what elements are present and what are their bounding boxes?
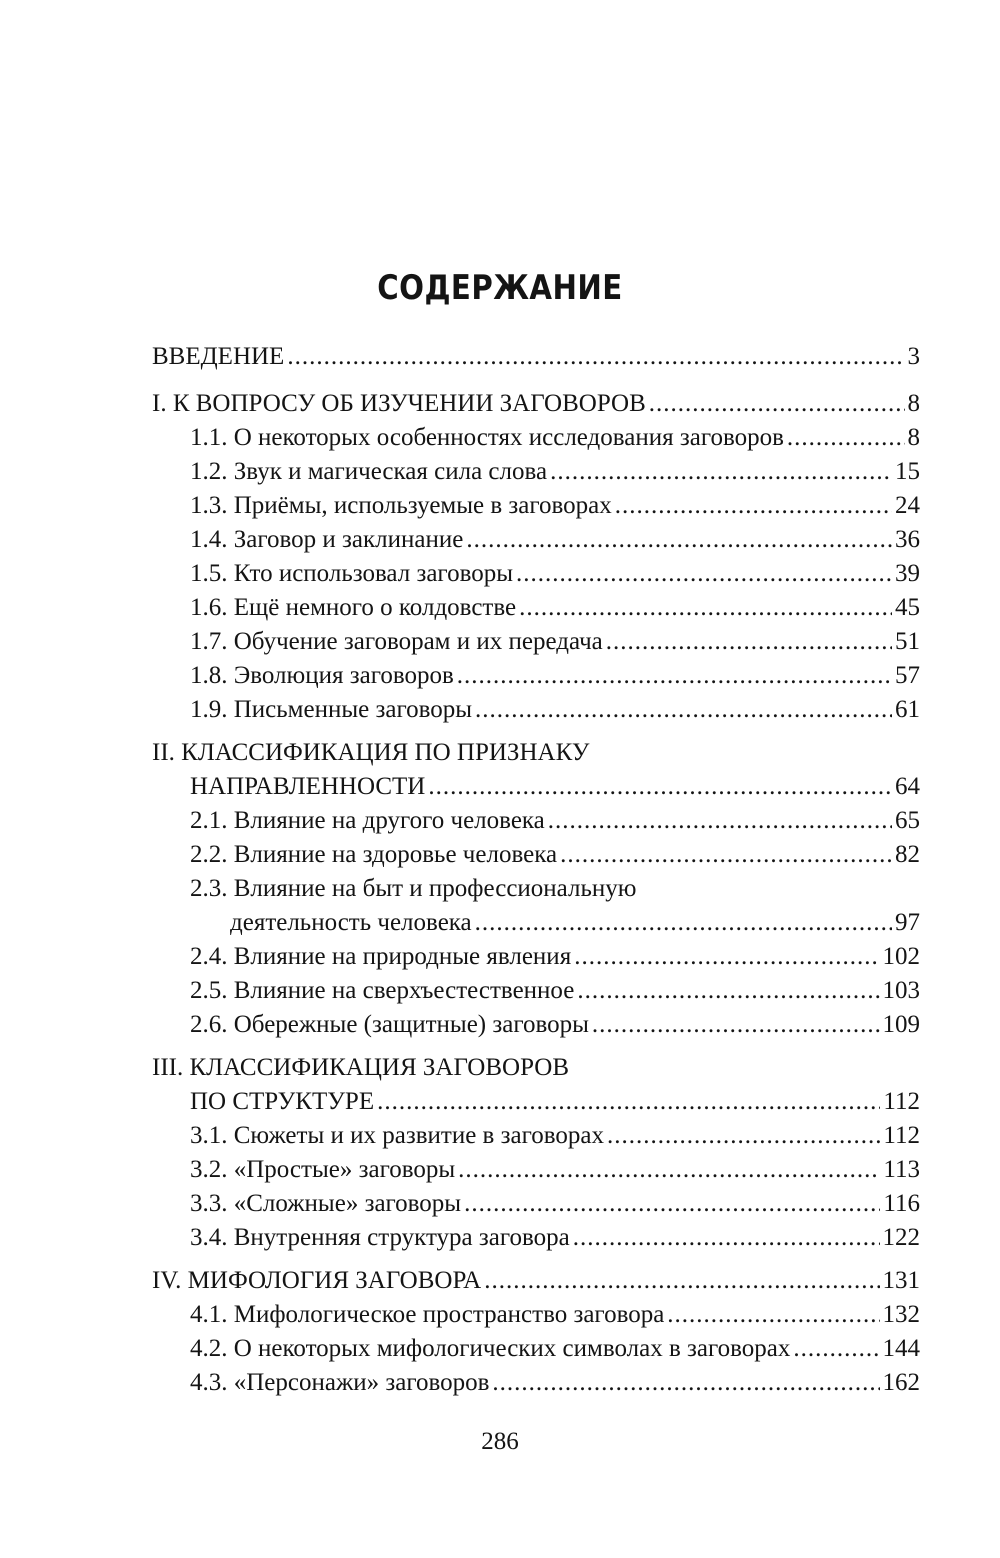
toc-entry-introduction <box>152 340 920 374</box>
leader-dots <box>287 340 904 374</box>
toc-section <box>190 557 920 591</box>
toc-entry-page: 97 <box>895 909 920 936</box>
toc-entry-page: 131 <box>882 1267 920 1294</box>
toc-section-title <box>190 872 920 906</box>
toc-chapter-2-title <box>152 736 920 770</box>
toc-entry-title: III. КЛАССИФИКАЦИЯ ЗАГОВОРОВ <box>152 1054 570 1081</box>
toc-entry-title: 1.9. Письменные заговоры <box>190 696 473 723</box>
toc-entry-title: 1.5. Кто использовал заговоры <box>190 560 513 587</box>
toc-chapter-3-title <box>152 1051 920 1085</box>
toc-entry-page: 15 <box>895 458 920 485</box>
toc-section <box>190 1332 920 1366</box>
toc-entry-page: 36 <box>895 526 920 553</box>
toc-section <box>190 455 920 489</box>
toc-entry-page: 57 <box>895 662 920 689</box>
toc-entry-title: 2.5. Влияние на сверхъестественное <box>190 977 575 1004</box>
toc-entry-page: 61 <box>895 696 920 723</box>
toc-entry-title: 2.3. Влияние на быт и профессиональную <box>190 875 637 902</box>
page-number: 286 <box>481 1428 519 1455</box>
toc-entry-title: 3.4. Внутренняя структура заговора <box>190 1224 570 1251</box>
leader-dots <box>457 659 892 693</box>
leader-dots <box>577 974 879 1008</box>
toc-entry-title: 2.4. Влияние на природные явления <box>190 943 572 970</box>
leader-dots <box>573 1221 880 1255</box>
toc-entry-title: 3.1. Сюжеты и их развитие в заговорах <box>190 1122 604 1149</box>
toc-entry-page: 8 <box>907 390 920 417</box>
toc-section <box>190 659 920 693</box>
toc-entry-title: 2.1. Влияние на другого человека <box>190 807 545 834</box>
toc-section <box>190 1221 920 1255</box>
toc-entry-title: 1.8. Эволюция заговоров <box>190 662 454 689</box>
toc-entry-title: ПО СТРУКТУРЕ <box>190 1088 375 1115</box>
toc-entry-page: 112 <box>883 1122 920 1149</box>
toc-entry-page: 45 <box>895 594 920 621</box>
leader-dots <box>464 1187 880 1221</box>
toc-section <box>190 940 920 974</box>
toc-entry-title: 4.1. Мифологическое пространство заговора <box>190 1301 665 1328</box>
toc-entry-page: 8 <box>907 424 920 451</box>
toc-section <box>190 693 920 727</box>
leader-dots <box>516 557 892 591</box>
toc-section <box>190 1298 920 1332</box>
leader-dots <box>793 1332 879 1366</box>
toc-entry-title: ВВЕДЕНИЕ <box>152 343 285 370</box>
toc-entry-title: 2.2. Влияние на здоровье человека <box>190 841 558 868</box>
toc-section <box>190 625 920 659</box>
toc-entry-page: 82 <box>895 841 920 868</box>
toc-entry-title: 1.6. Ещё немного о колдовстве <box>190 594 517 621</box>
toc-entry-page: 132 <box>882 1301 920 1328</box>
toc-entry-page: 103 <box>882 977 920 1004</box>
toc-entry-page: 116 <box>883 1190 920 1217</box>
leader-dots <box>377 1085 880 1119</box>
toc-entry-page: 122 <box>882 1224 920 1251</box>
toc-chapter-3 <box>190 1085 920 1119</box>
toc-entry-title: 3.2. «Простые» заговоры <box>190 1156 456 1183</box>
leader-dots <box>484 1264 879 1298</box>
toc-section <box>190 421 920 455</box>
leader-dots <box>607 1119 880 1153</box>
toc-section <box>190 1008 920 1042</box>
toc-section <box>190 1187 920 1221</box>
toc-entry-title: 1.7. Обучение заговорам и их передача <box>190 628 603 655</box>
leader-dots <box>574 940 879 974</box>
leader-dots <box>560 838 892 872</box>
toc-section <box>190 1119 920 1153</box>
toc-entry-title: 4.2. О некоторых мифологических символах в заговорах <box>190 1335 791 1362</box>
toc-chapter-4 <box>152 1264 920 1298</box>
toc-entry-title: деятельность человека <box>230 909 472 936</box>
toc-entry-page: 109 <box>882 1011 920 1038</box>
toc-section <box>190 974 920 1008</box>
toc-entry-page: 24 <box>895 492 920 519</box>
leader-dots <box>548 804 892 838</box>
toc-entry-page: 112 <box>883 1088 920 1115</box>
toc-entry-title: НАПРАВЛЕННОСТИ <box>190 773 426 800</box>
toc-entry-page: 51 <box>895 628 920 655</box>
leader-dots <box>606 625 892 659</box>
toc-entry-title: I. К ВОПРОСУ ОБ ИЗУЧЕНИИ ЗАГОВОРОВ <box>152 390 646 417</box>
leader-dots <box>592 1008 880 1042</box>
toc-entry-title: II. КЛАССИФИКАЦИЯ ПО ПРИЗНАКУ <box>152 739 590 766</box>
leader-dots <box>667 1298 879 1332</box>
toc-entry-page: 65 <box>895 807 920 834</box>
toc-entry-title: IV. МИФОЛОГИЯ ЗАГОВОРА <box>152 1267 482 1294</box>
toc-entry-title: 4.3. «Персонажи» заговоров <box>190 1369 490 1396</box>
leader-dots <box>649 387 905 421</box>
leader-dots <box>519 591 892 625</box>
toc-chapter-1 <box>152 387 920 421</box>
toc-section <box>190 591 920 625</box>
toc-section <box>190 489 920 523</box>
toc-entry-title: 1.1. О некоторых особенностях исследования заговоров <box>190 424 784 451</box>
leader-dots <box>787 421 905 455</box>
leader-dots <box>458 1153 880 1187</box>
leader-dots <box>550 455 892 489</box>
toc-entry-page: 3 <box>907 343 920 370</box>
toc-section <box>190 804 920 838</box>
toc-entry-page: 162 <box>882 1369 920 1396</box>
toc-entry-title: 1.3. Приёмы, используемые в заговорах <box>190 492 612 519</box>
toc-section <box>190 838 920 872</box>
toc-section <box>230 906 920 940</box>
leader-dots <box>475 693 892 727</box>
leader-dots <box>466 523 892 557</box>
toc-section <box>190 1153 920 1187</box>
toc-entry-page: 144 <box>882 1335 920 1362</box>
toc-entry-page: 113 <box>883 1156 920 1183</box>
toc-section <box>190 523 920 557</box>
toc-entry-page: 64 <box>895 773 920 800</box>
page-title: СОДЕРЖАНИЕ <box>377 268 623 308</box>
toc-entry-page: 39 <box>895 560 920 587</box>
leader-dots <box>615 489 892 523</box>
toc-chapter-2 <box>190 770 920 804</box>
toc-section <box>190 1366 920 1400</box>
leader-dots <box>428 770 892 804</box>
toc-entry-title: 1.4. Заговор и заклинание <box>190 526 464 553</box>
leader-dots <box>475 906 892 940</box>
leader-dots <box>492 1366 879 1400</box>
toc-entry-page: 102 <box>882 943 920 970</box>
toc-entry-title: 3.3. «Сложные» заговоры <box>190 1190 462 1217</box>
toc-entry-title: 2.6. Обережные (защитные) заговоры <box>190 1011 589 1038</box>
toc-entry-title: 1.2. Звук и магическая сила слова <box>190 458 548 485</box>
